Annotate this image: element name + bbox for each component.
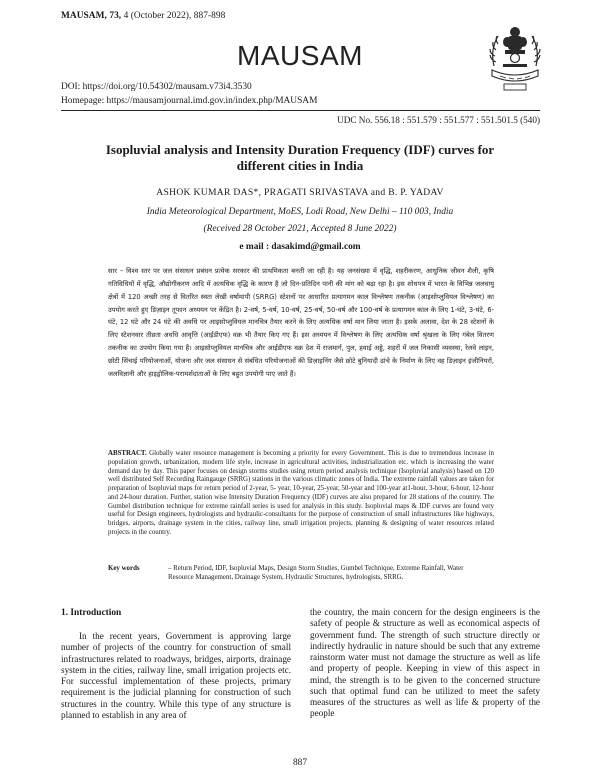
- doi-link[interactable]: DOI: https://doi.org/10.54302/mausam.v73i4.3530: [61, 82, 252, 92]
- introduction-left-column: [61, 631, 291, 721]
- author-email[interactable]: e mail : dasakimd@gmail.com: [239, 242, 361, 252]
- introduction-paragraph-left: In the recent years, Government is approving large number of projects of the country for construction of small infrastructures related to roadways, bridges, airports, drainage system in the cities, railway line, small irrigation projects etc. For successful implementation of these projects, primary requirement is the judicial planning for construction of such structures in the country. While this type of any structure is planned to establish in any area of: [61, 631, 291, 720]
- homepage-link[interactable]: Homepage: https://mausamjournal.imd.gov.in/index.php/MAUSAM: [61, 96, 318, 106]
- journal-masthead: MAUSAM: [237, 40, 363, 71]
- page-number: 887: [292, 758, 308, 768]
- journal-volume: 73,: [109, 11, 122, 21]
- keywords-text: – Return Period, IDF, Isopluvial Maps, Design Storm Studies, Gumbel Technique, Extreme Rainfall, Water Resource Management, Drainage System, Hydraulic Structures, hydrologists, SRRG.: [168, 565, 464, 581]
- received-accepted-dates: (Received 28 October 2021, Accepted 8 June 2022): [203, 224, 397, 234]
- article-authors: ASHOK KUMAR DAS*, PRAGATI SRIVASTAVA and B. P. YADAV: [156, 187, 444, 198]
- imd-emblem-icon: [484, 18, 546, 96]
- journal-citation: [61, 11, 225, 21]
- hindi-abstract: सार – विश्व स्तर पर जल संसाधन प्रबंधन प्रत्येक सरकार की प्राथमिकता बनती जा रही है। यह जनसंख्या में वृद्धि, शहरीकरण, आधुनिक जीवन शैली, कृषि गतिविधियों में वृद्धि, औद्योगीकरण आदि में अत्यधिक वृद्धि के कारण है जो दिन-प्रतिदिन पानी की मांग को बढ़ा रहा है। इस शोधपत्र में भारत के विभिन्न जलवायु क्षेत्रों में 120 अच्छी तरह से वितरित स्वतः लेखी वर्षामापी (SRRG) स्टेशनों पर आधारित प्रत्यागमन काल विश्लेषण तकनीक (आइसोप्लुवियल विश्लेषण) का उपयोग करते हुए डिज़ाइन तूफान अध्ययन पर केंद्रित है। 2-वर्ष, 5-वर्ष, 10-वर्ष, 25-वर्ष, 50-वर्ष और 100-वर्ष के प्रत्यागमन काल के लिए 1-घंटे, 3-घंटे, 6-घंटे, 12 घंटे और 24 घंटे की अवधि पर आइसोप्लुवियल मानचित्र तैयार करने के लिए अत्यधिक वर्षा मान लिया जाता है। इसके अलावा, देश के 28 स्टेशनों के लिए स्टेशनवार तीव्रता अवधि आवृत्ति (आईडीएफ) वक्र भी तैयार किए गए हैं। इस अध्ययन में विश्लेषण के लिए अत्यधिक वर्षा श्रृंखला के लिए गंबेल वितरण तकनीक का उपयोग किया गया है। आइसोप्लुवियल मानचित्र और आईडीएफ वक्र देश में राजमार्ग, पुल, हवाई अड्डे, शहरों में जल निकासी व्यवस्था, रेलवे लाइन, छोटी सिंचाई परियोजनाओं, योजना और जल संसाधन से संबंधित परियोजनाओं की डिज़ाइनिंग जैसे छोटे बुनियादी ढांचे के निर्माण के लिए वह डिज़ाइन इंजीनियरों, जलविज्ञानी और हाइड्रोलिक-परामर्शदाताओं के लिए बहुत उपयोगी पाए जाते हैं।: [108, 267, 494, 378]
- abstract-label: ABSTRACT.: [108, 450, 147, 457]
- english-abstract: [108, 450, 494, 538]
- introduction-paragraph-right: the country, the main concern for the design engineers is the safety of people & structure as well as economical aspects of government fund. The strength of such structure directly or indirectly hydraulic in nature should be such that any extreme rainstorm water must not damage the structure as well as life and property of people. Keeping in view of this aspect in mind, the strength is to be given to the concerned structure such that optimal fund can be utilized to meet the safety measures of the structures as well as life & property of the people: [310, 607, 540, 719]
- author-affiliation: India Meteorological Department, MoES, Lodi Road, New Delhi – 110 003, India: [146, 207, 454, 217]
- keywords-label: Key words: [108, 565, 140, 572]
- journal-name: MAUSAM,: [61, 11, 107, 21]
- keywords: [108, 565, 494, 583]
- introduction-heading: 1. Introduction: [61, 608, 122, 618]
- abstract-text: Globally water resource management is becoming a priority for every Government. This is due to tremendous increase in population growth, urbanization, modern life style, increase in agricultural activities, industrialization etc. which is increasing the water demand day by day. This paper focuses on design storms studies using return period analysis technique (Isopluvial analysis) based on 120 well distributed Self Recording Raingauge (SRRG) stations in the various climatic zones of India. The extreme rainfall values are taken for preparation of Isopluvial maps for return period of 2-year, 5- year, 10-year, 25-year, 50-year and 100-year at1-hour, 3-hour, 6-hour, 12-hour and 24-hour duration. Further, station wise Intensity Duration Frequency (IDF) curves are also prepared for 28 stations of the country. The Gumbel distribution technique for extreme rainfall series is used for analysis in this study. Isopluvial maps & IDF curves are found very useful for Design engineers, hydrologists and hydraulic-consultants for the purpose of construction of small infrastructures like highways, bridges, airports, drainage system in the cities, railway line, small irrigation projects, planning & designing of water resources related projects in the country.: [108, 450, 494, 536]
- article-title: Isopluvial analysis and Intensity Duration Frequency (IDF) curves for different cities in India: [105, 142, 495, 173]
- header-divider: [61, 110, 540, 111]
- udc-number: UDC No. 556.18 : 551.579 : 551.577 : 551.501.5 (540): [337, 115, 540, 125]
- journal-issue-pages: 4 (October 2022), 887-898: [123, 11, 226, 21]
- introduction-right-column: [310, 607, 540, 720]
